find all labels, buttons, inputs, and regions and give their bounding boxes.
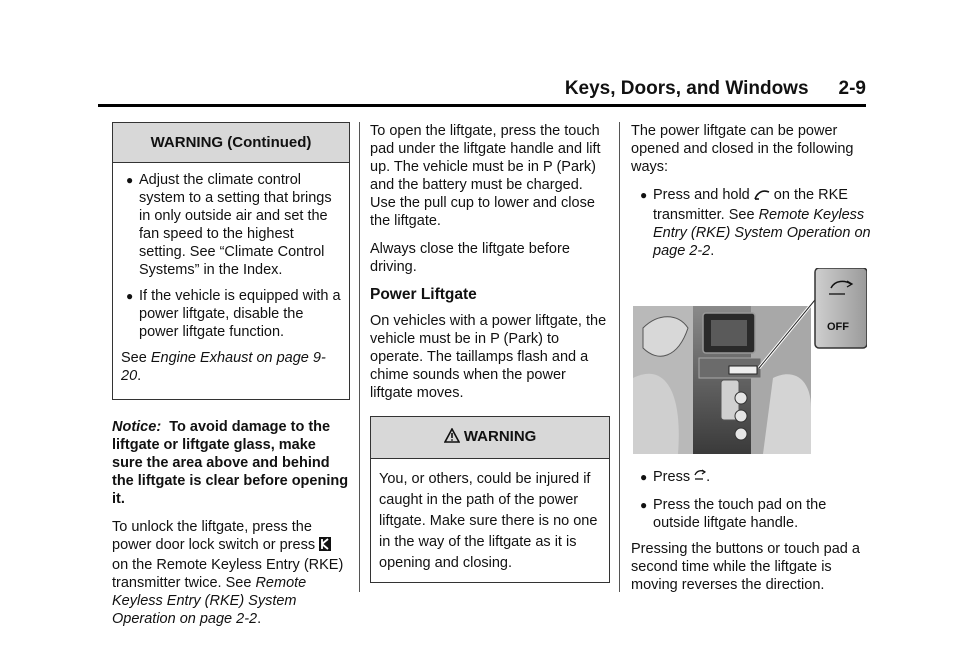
bullet-icon: ● <box>640 498 648 512</box>
warning-box <box>370 416 610 583</box>
bullet-icon: ● <box>126 173 134 187</box>
column-2 <box>370 122 610 601</box>
bullet-touch-pad-text: Press the touch pad on the outside liftgate handle. <box>653 497 827 531</box>
rke-system-link[interactable]: Remote Keyless Entry (RKE) System Operation on page 2-2 <box>112 575 307 627</box>
warning-heading <box>371 417 609 459</box>
off-button-label: OFF <box>827 321 849 333</box>
warning-bullet-liftgate-text: If the vehicle is equipped with a power liftgate, disable the power liftgate function. <box>139 288 341 340</box>
bullet-rke-hold: ● Press and hold on the RKE transmitter. See Remote Keyless Entry (RKE) System Operation on page 2-2. <box>640 187 871 259</box>
warning-text: You, or others, could be injured if caught in the path of the power liftgate. Make sure there is no one in the way of the liftgate as it is opening and closing. <box>379 471 598 571</box>
power-liftgate-heading: Power Liftgate <box>370 286 477 303</box>
warning-bullet-climate <box>121 171 341 279</box>
warning-body <box>371 459 609 582</box>
bullet-touch-pad <box>635 496 871 532</box>
power-ways-paragraph: The power liftgate can be power opened and closed in the following ways: <box>631 123 854 175</box>
warning-title: WARNING <box>463 428 537 445</box>
bullet-icon: ● <box>640 188 648 202</box>
bullet-icon: ● <box>640 470 648 484</box>
notice-text: To avoid damage to the liftgate or liftgate glass, make sure the area above and behind the liftgate is clear before opening it. <box>112 419 349 507</box>
column-divider-1 <box>359 122 360 592</box>
liftgate-rke-icon <box>754 188 770 206</box>
notice-paragraph <box>112 418 350 508</box>
column-3 <box>631 122 871 604</box>
warning-bullet-liftgate <box>121 287 341 341</box>
open-liftgate-paragraph: To open the liftgate, press the touch pad under the liftgate handle and lift up. The vehicle must be in P (Park) and the battery must be charged. Use the pull cup to lower and close the liftgate. <box>370 123 601 229</box>
warning-bullet-climate-text: Adjust the climate control system to a setting that brings in only outside air and set the fan speed to the highest setting. See “Climate Control Systems” in the Index. <box>139 172 332 278</box>
reverse-direction-paragraph: Pressing the buttons or touch pad a second time while the liftgate is moving reverses the direction. <box>631 541 860 593</box>
column-divider-2 <box>619 122 620 592</box>
liftgate-button-photo <box>633 268 867 454</box>
unlock-key-icon <box>319 537 331 556</box>
liftgate-button-icon <box>694 469 706 488</box>
engine-exhaust-link[interactable]: Engine Exhaust on page 9-20 <box>121 350 326 384</box>
warning-continued-title: WARNING (Continued) <box>113 123 349 163</box>
page-number: 2-9 <box>838 78 866 99</box>
bullet-icon: ● <box>126 289 134 303</box>
column-1 <box>112 122 350 638</box>
warning-continued-body <box>113 163 349 399</box>
close-before-driving-paragraph: Always close the liftgate before driving. <box>370 241 570 275</box>
bullet-press-button: ● Press . <box>635 468 871 488</box>
see-reference: See Engine Exhaust on page 9-20. <box>121 350 326 384</box>
power-liftgate-paragraph: On vehicles with a power liftgate, the vehicle must be in P (Park) to operate. The taillamps flash and a chime sounds when the power liftgate moves. <box>370 313 607 401</box>
chapter-title: Keys, Doors, and Windows <box>564 78 809 99</box>
header-title-row <box>565 78 866 100</box>
rke-system-link-2[interactable]: Remote Keyless Entry (RKE) System Operation on page 2-2 <box>653 207 871 259</box>
page-header <box>98 76 866 107</box>
warning-continued-box <box>112 122 350 400</box>
notice-label: Notice: <box>112 419 162 435</box>
warning-icon <box>444 428 460 448</box>
unlock-paragraph: To unlock the liftgate, press the power door lock switch or press on the Remote Keyless Entry (RKE) transmitter twice. See Remote Keyless Entry (RKE) System Operation on page 2-2. <box>112 519 344 627</box>
